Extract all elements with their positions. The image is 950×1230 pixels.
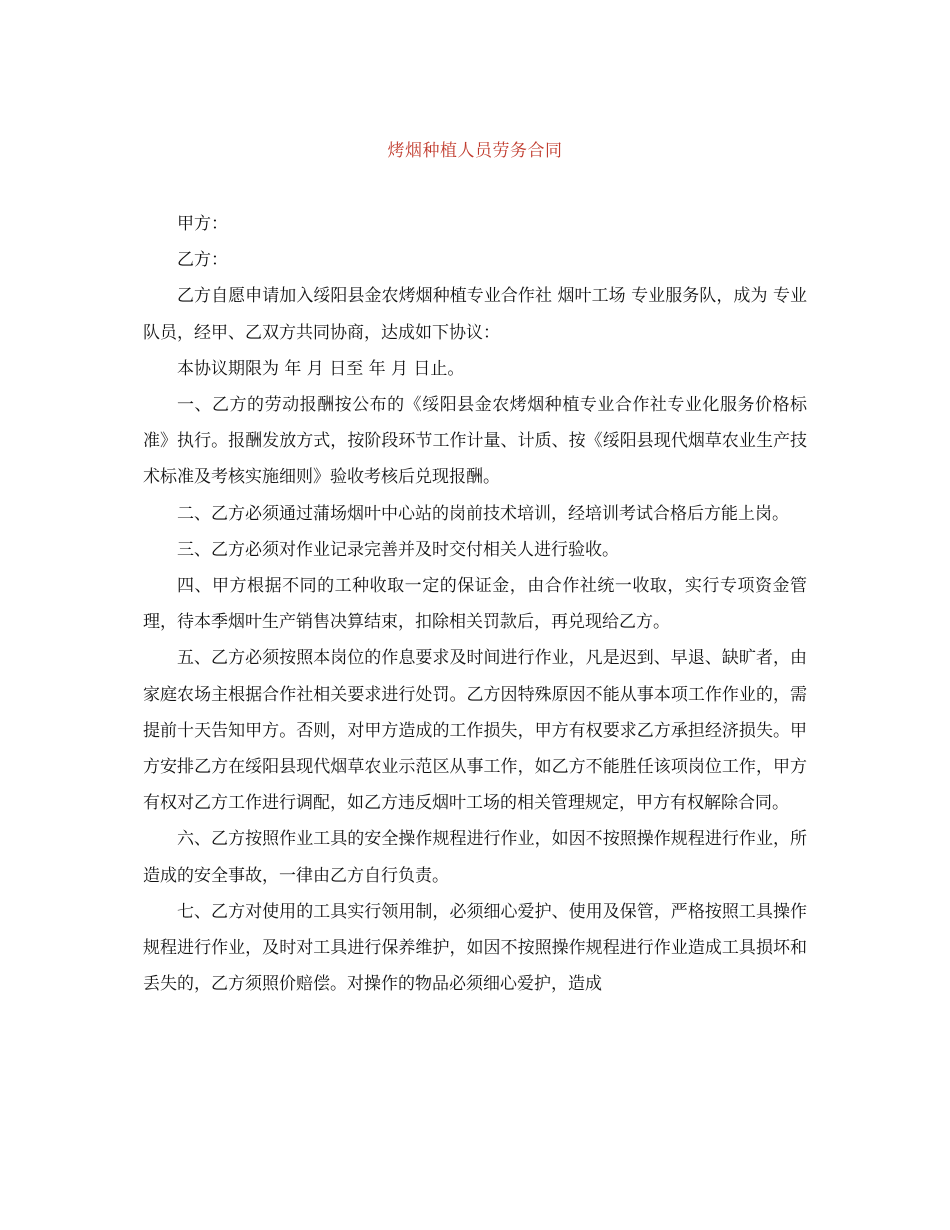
document-title: 烤烟种植人员劳务合同 — [387, 141, 563, 161]
intro-paragraph: 乙方自愿申请加入绥阳县金农烤烟种植专业合作社 烟叶工场 专业服务队，成为 专业队员，经甲、乙双方共同协商，达成如下协议： — [143, 286, 807, 343]
party-a-line: 甲方： — [177, 214, 228, 234]
clause-6: 六、乙方按照作业工具的安全操作规程进行作业，如因不按照操作规程进行作业，所造成的安全事故，一律由乙方自行负责。 — [143, 829, 807, 886]
party-b-line: 乙方： — [177, 250, 228, 271]
clause-4: 四、甲方根据不同的工种收取一定的保证金，由合作社统一收取，实行专项资金管理，待本季烟叶生产销售决算结束，扣除相关罚款后，再兑现给乙方。 — [143, 576, 807, 633]
clause-2: 二、乙方必须通过蒲场烟叶中心站的岗前技术培训，经培训考试合格后方能上岗。 — [177, 503, 789, 524]
clause-7: 七、乙方对使用的工具实行领用制，必须细心爱护、使用及保管，严格按照工具操作规程进行作业，及时对工具进行保养维护，如因不按照操作规程进行作业造成工具损坏和丢失的，乙方须照价赔偿。对操作的物品必须细心爱护，造成 — [143, 901, 807, 995]
clause-5: 五、乙方必须按照本岗位的作息要求及时间进行作业，凡是迟到、早退、缺旷者，由家庭农场主根据合作社相关要求进行处罚。乙方因特殊原因不能从事本项工作作业的，需提前十天告知甲方。否则，对甲方造成的工作损失，甲方有权要求乙方承担经济损失。甲方安排乙方在绥阳县现代烟草农业示范区从事工作，如乙方不能胜任该项岗位工作，甲方有权对乙方工作进行调配，如乙方违反烟叶工场的相关管理规定，甲方有权解除合同。 — [143, 648, 807, 814]
clause-3: 三、乙方必须对作业记录完善并及时交付相关人进行验收。 — [177, 539, 619, 560]
term-paragraph: 本协议期限为 年 月 日至 年 月 日止。 — [177, 358, 465, 379]
clause-1: 一、乙方的劳动报酬按公布的《绥阳县金农烤烟种植专业合作社专业化服务价格标准》执行。报酬发放方式，按阶段环节工作计量、计质、按《绥阳县现代烟草农业生产技术标准及考核实施细则》验收考核后兑现报酬。 — [143, 395, 807, 488]
document-body — [143, 206, 807, 1002]
